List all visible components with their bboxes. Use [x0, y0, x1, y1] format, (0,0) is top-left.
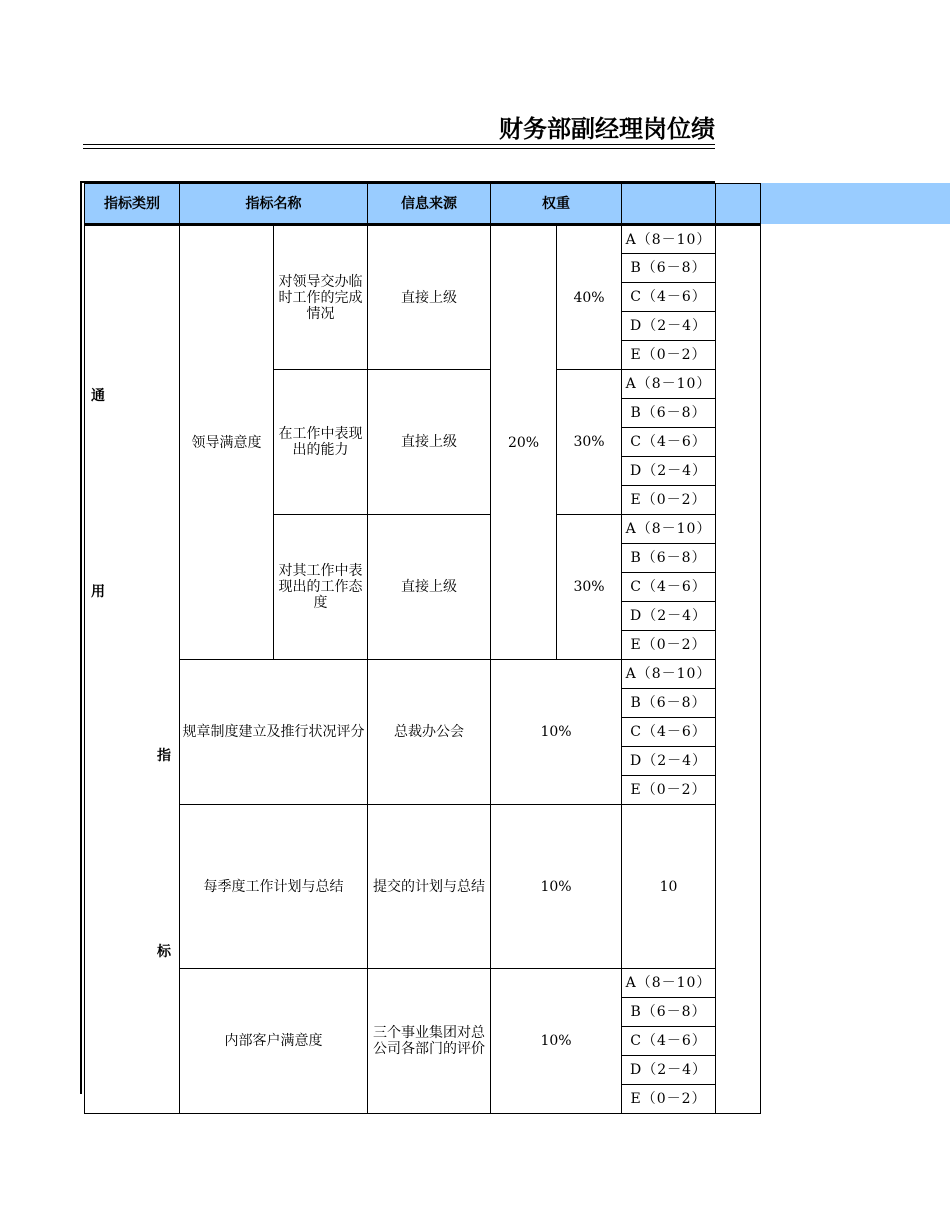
sub-indicator-name: 在工作中表现出的能力: [274, 370, 368, 515]
info-source: 直接上级: [368, 515, 491, 660]
grade-label: D（2－4）: [622, 457, 716, 486]
header-grade: [622, 184, 716, 225]
sub-weight-value: 30%: [557, 515, 622, 660]
header-extra: [716, 184, 761, 225]
extra-cell: [716, 225, 761, 1114]
info-source: 直接上级: [368, 225, 491, 370]
grade-label: D（2－4）: [622, 1056, 716, 1085]
category-char: 通: [91, 388, 105, 404]
grade-label: E（0－2）: [622, 776, 716, 805]
category-char: 标: [157, 944, 171, 960]
sub-indicator-name: 对其工作中表现出的工作态度: [274, 515, 368, 660]
grade-label: E（0－2）: [622, 486, 716, 515]
title-underline: [83, 144, 715, 145]
weight-value: 10%: [491, 969, 622, 1114]
grade-label: E（0－2）: [622, 1085, 716, 1114]
indicator-name: 规章制度建立及推行状况评分: [180, 660, 368, 805]
page-title: 财务部副经理岗位绩: [499, 115, 715, 143]
header-row: [85, 184, 761, 225]
grade-label: B（6－8）: [622, 254, 716, 283]
weight-value: 10%: [491, 805, 622, 969]
sub-indicator-name: 对领导交办临时工作的完成情况: [274, 225, 368, 370]
grade-label: E（0－2）: [622, 631, 716, 660]
info-source: 提交的计划与总结: [368, 805, 491, 969]
table-left-border: [80, 181, 82, 1094]
title-underline-double: [83, 148, 715, 149]
grade-label: D（2－4）: [622, 602, 716, 631]
info-source: 三个事业集团对总公司各部门的评价: [368, 969, 491, 1114]
grade-label: C（4－6）: [622, 1027, 716, 1056]
weight-value: 10%: [491, 660, 622, 805]
grade-label: A（8－10）: [622, 225, 716, 254]
grade-label: A（8－10）: [622, 515, 716, 544]
grade-label: C（4－6）: [622, 428, 716, 457]
grade-label: D（2－4）: [622, 312, 716, 341]
grade-label: D（2－4）: [622, 747, 716, 776]
indicator-name: 每季度工作计划与总结: [180, 805, 368, 969]
category-char: 用: [91, 584, 105, 600]
grade-label: A（8－10）: [622, 370, 716, 399]
grade-label: A（8－10）: [622, 660, 716, 689]
grade-label: C（4－6）: [622, 718, 716, 747]
sub-weight-value: 40%: [557, 225, 622, 370]
category-char: 指: [157, 748, 171, 764]
grade-label: E（0－2）: [622, 341, 716, 370]
grade-label: C（4－6）: [622, 573, 716, 602]
grade-label: B（6－8）: [622, 689, 716, 718]
info-source: 总裁办公会: [368, 660, 491, 805]
grade-label: B（6－8）: [622, 544, 716, 573]
grade-label: C（4－6）: [622, 283, 716, 312]
score-value: 10: [622, 805, 716, 969]
indicator-name: 领导满意度: [180, 225, 274, 660]
grade-label: B（6－8）: [622, 998, 716, 1027]
header-category: 指标类别: [85, 184, 180, 225]
category-cell: [85, 225, 180, 1114]
sheet-viewport: [84, 183, 715, 1107]
header-weight: 权重: [491, 184, 622, 225]
indicator-name: 内部客户满意度: [180, 969, 368, 1114]
kpi-table: [84, 183, 761, 1114]
grade-label: B（6－8）: [622, 399, 716, 428]
grade-label: A（8－10）: [622, 969, 716, 998]
info-source: 直接上级: [368, 370, 491, 515]
header-name: 指标名称: [180, 184, 368, 225]
weight-value: 20%: [491, 225, 557, 660]
header-source: 信息来源: [368, 184, 491, 225]
sub-weight-value: 30%: [557, 370, 622, 515]
